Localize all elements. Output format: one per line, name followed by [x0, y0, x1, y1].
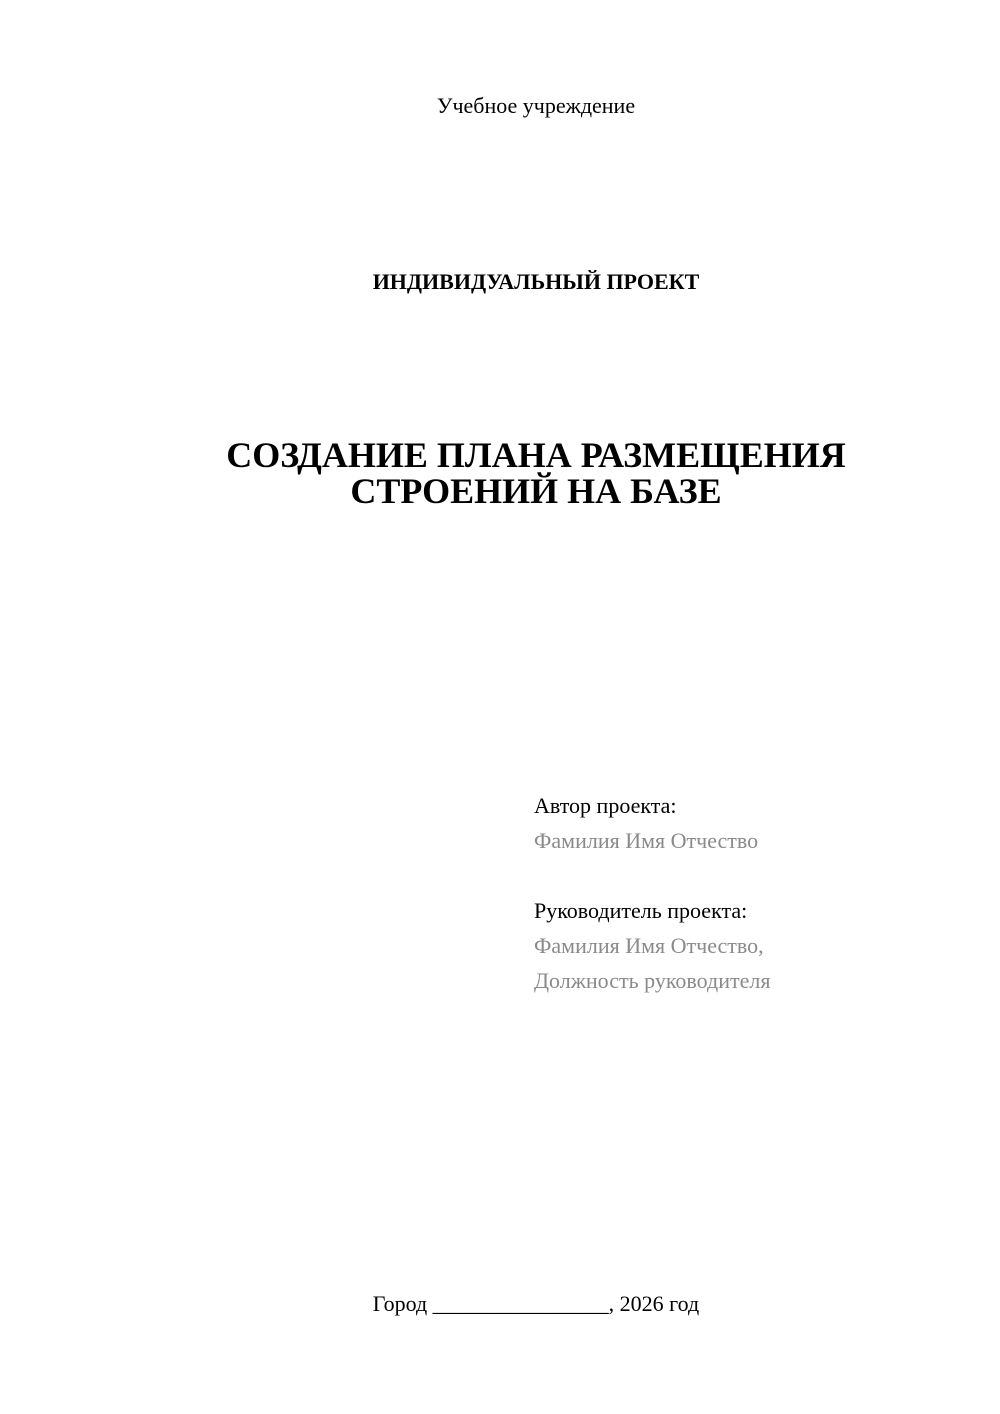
supervisor-label: Руководитель проекта:	[534, 898, 748, 923]
document-type: ИНДИВИДУАЛЬНЫЙ ПРОЕКТ	[372, 269, 700, 294]
institution-name: Учебное учреждение	[436, 93, 636, 118]
project-title	[0, 437, 1000, 509]
city-year-line: Город ________________, 2026 год	[372, 1291, 700, 1316]
author-name-placeholder: Фамилия Имя Отчество	[534, 828, 759, 853]
project-title-line-1: СОЗДАНИЕ ПЛАНА РАЗМЕЩЕНИЯ	[226, 435, 846, 475]
credits-spacer	[534, 858, 974, 893]
project-title-line-2: СТРОЕНИЙ НА БАЗЕ	[350, 471, 722, 511]
supervisor-name-placeholder: Фамилия Имя Отчество,	[534, 933, 764, 958]
author-label: Автор проекта:	[534, 793, 677, 818]
credits-block	[534, 788, 974, 998]
supervisor-position-placeholder: Должность руководителя	[534, 968, 771, 993]
